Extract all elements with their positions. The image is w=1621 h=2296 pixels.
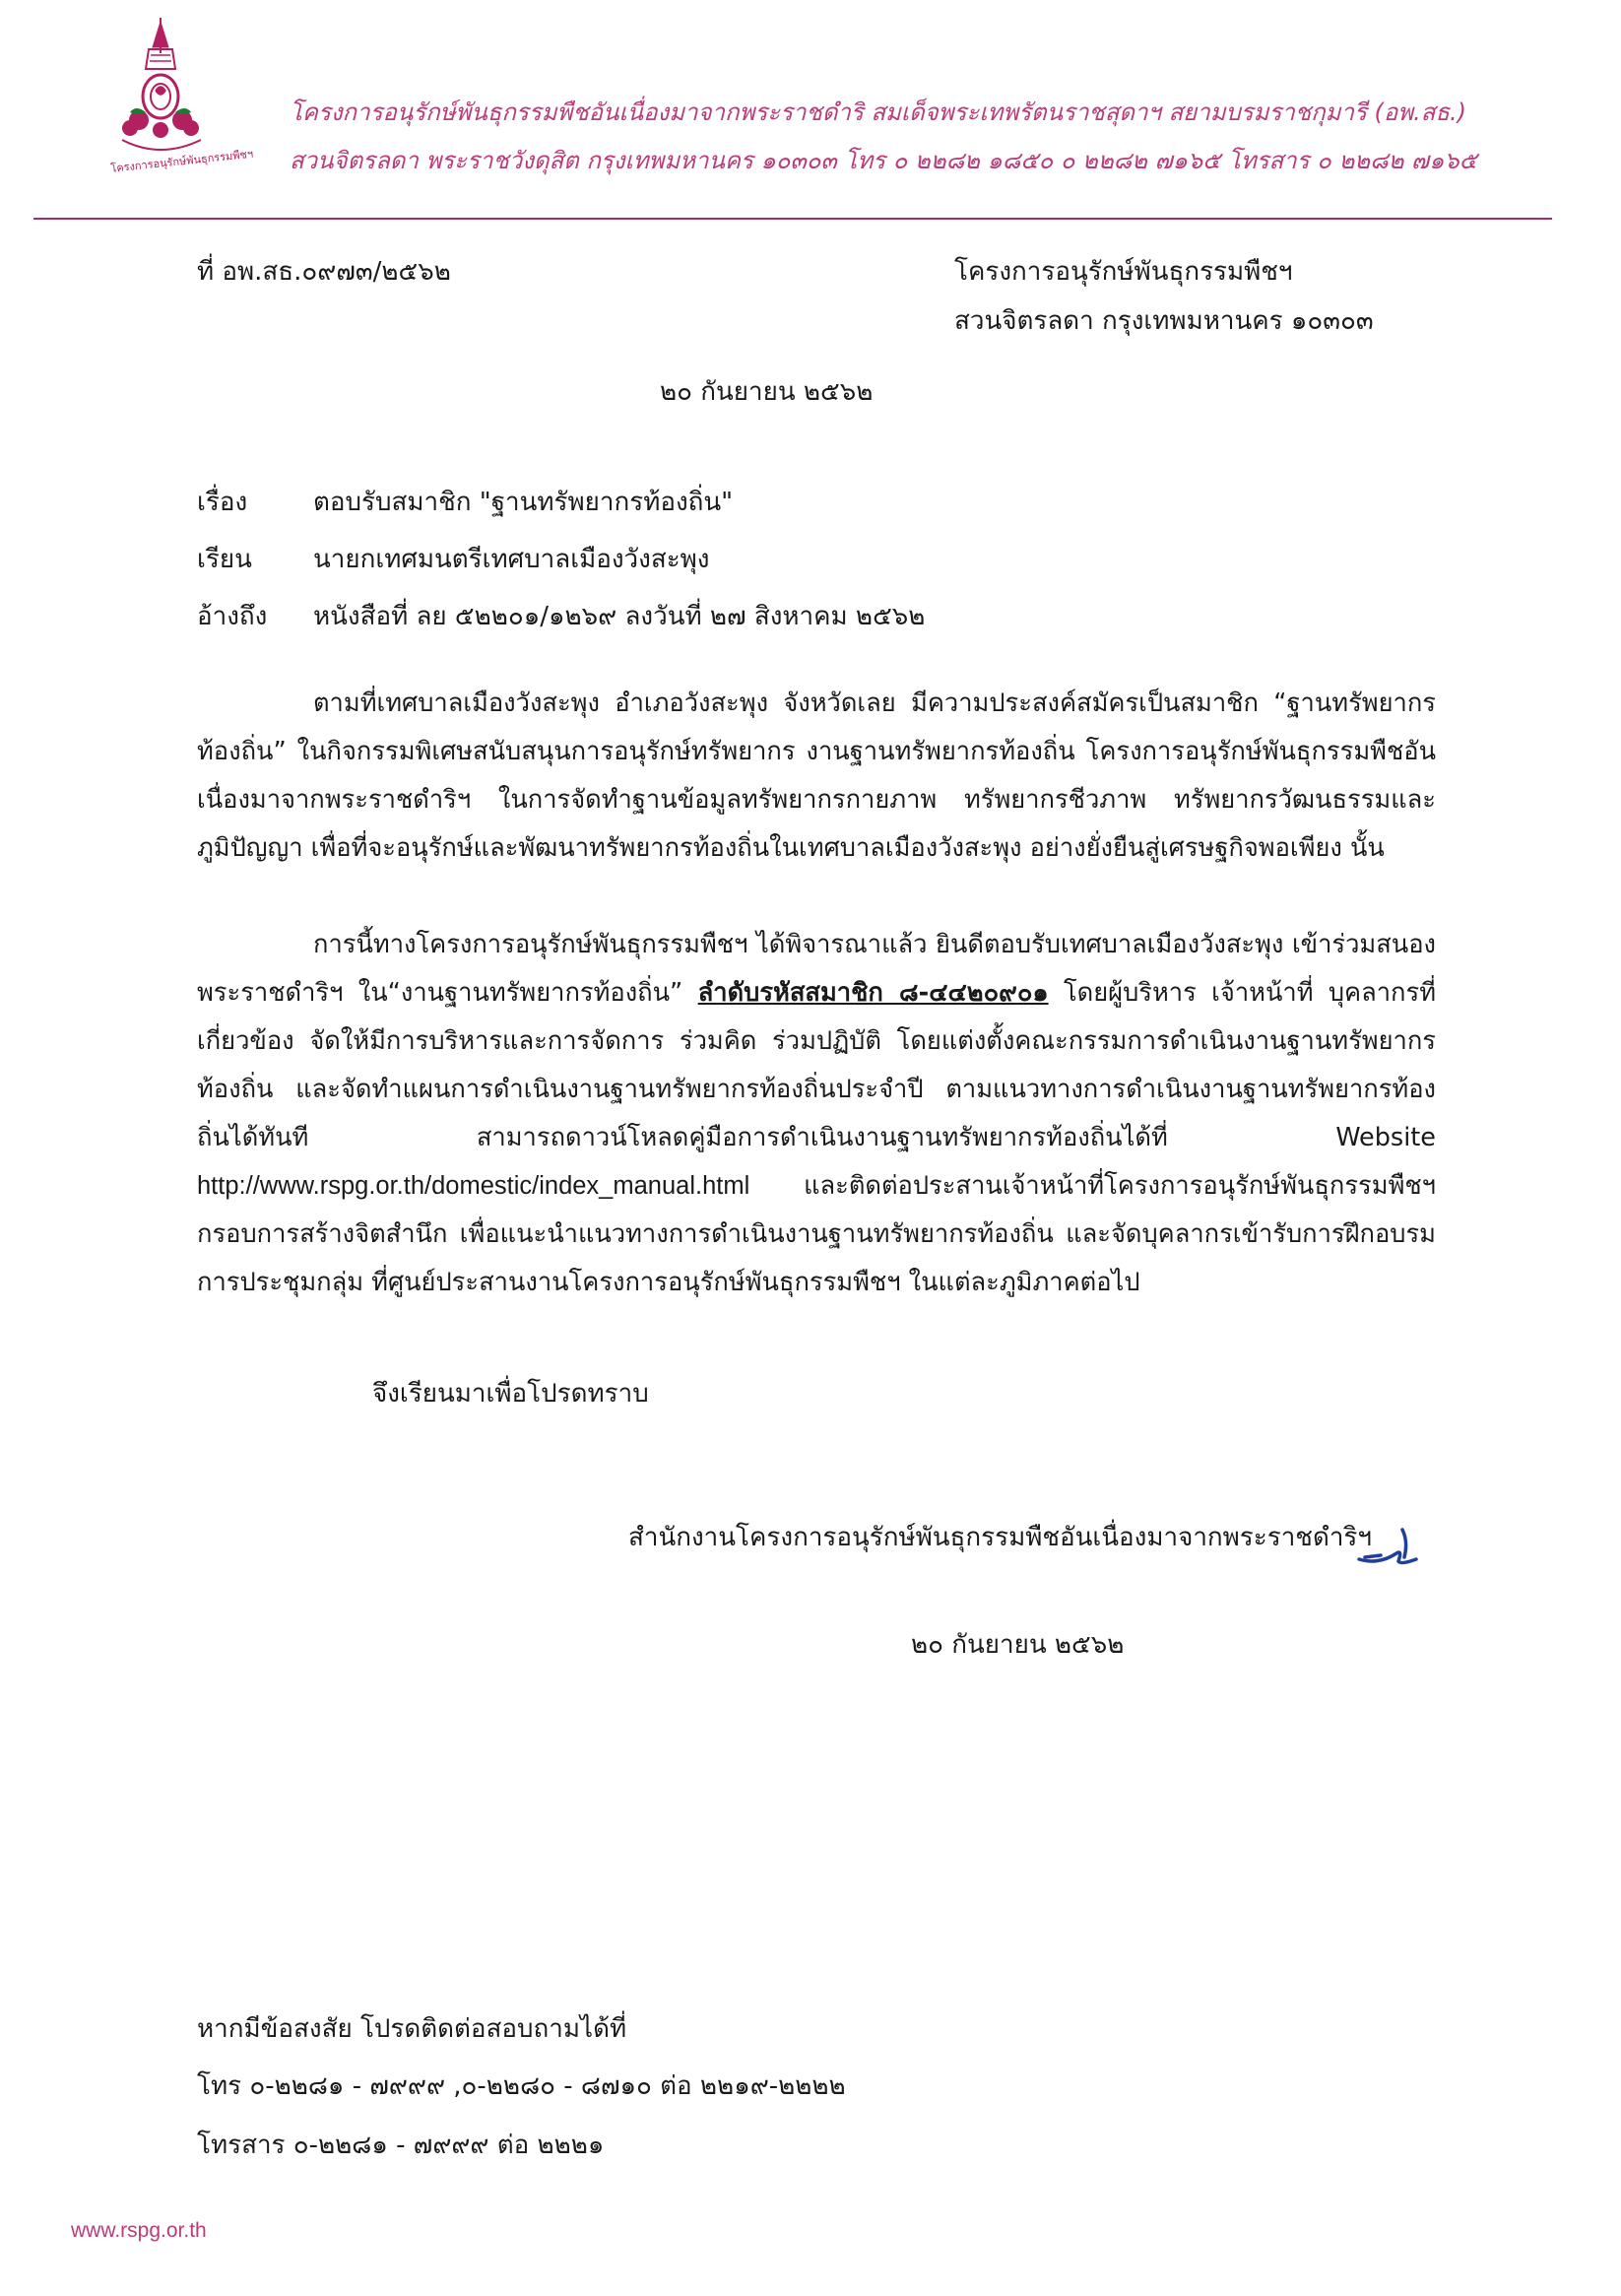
contact-heading: หากมีข้อสงสัย โปรดติดต่อสอบถามได้ที่ <box>197 2014 627 2044</box>
handwritten-signature <box>1351 1522 1430 1571</box>
letterhead-line-2: สวนจิตรลดา พระราชวังดุสิต กรุงเทพมหานคร ๑๐๓๐๓ โทร ๐ ๒๒๘๒ ๑๘๕๐ ๐ ๒๒๘๒ ๗๑๖๕ โทรสาร ๐ ๒๒๘๒ ๗๑๖๕ <box>290 147 1477 174</box>
recipient-value: นายกเทศมนตรีเทศบาลเมืองวังสะพุง <box>313 545 710 574</box>
sender-name: โครงการอนุรักษ์พันธุกรรมพืชฯ <box>954 257 1293 287</box>
body-paragraph-2 <box>197 921 1436 1307</box>
letterhead-divider <box>33 218 1552 220</box>
body-paragraph-2-end: และติดต่อประสานเจ้าหน้าที่โครงการอนุรักษ์พันธุกรรมพืชฯ กรอบการสร้างจิตสำนึก เพื่อแนะนำแนวทางการดำเนินงานฐานทรัพยากรท้องถิ่น และจัดบุคลากรเข้ารับการฝึกอบรม การประชุมกลุ่ม ที่ศูนย์ประสานงานโครงการอนุรักษ์พันธุกรรมพืชฯ ในแต่ละภูมิภาคต่อไป <box>197 1171 1436 1297</box>
contact-fax: โทรสาร ๐-๒๒๘๑ - ๗๙๙๙ ต่อ ๒๒๒๑ <box>197 2131 605 2160</box>
subject-label: เรื่อง <box>197 488 248 517</box>
signoff-date: ๒๐ กันยายน ๒๕๖๒ <box>911 1630 1125 1660</box>
reference-label: อ้างถึง <box>197 602 268 631</box>
issuing-office: สำนักงานโครงการอนุรักษ์พันธุกรรมพืชอันเนื่องมาจากพระราชดำริฯ <box>628 1523 1372 1552</box>
sender-address: สวนจิตรลดา กรุงเทพมหานคร ๑๐๓๐๓ <box>954 306 1374 336</box>
subject-value: ตอบรับสมาชิก "ฐานทรัพยากรท้องถิ่น" <box>313 488 734 517</box>
contact-telephone: โทร ๐-๒๒๘๑ - ๗๙๙๙ ,๐-๒๒๘๐ - ๘๗๑๐ ต่อ ๒๒๑๙-๒๒๒๒ <box>197 2071 846 2101</box>
manual-link[interactable]: http://www.rspg.or.th/domestic/index_manual.html <box>197 1172 750 1200</box>
body-paragraph-1 <box>197 680 1436 873</box>
letterhead-line-1: โครงการอนุรักษ์พันธุกรรมพืชอันเนื่องมาจากพระราชดำริ สมเด็จพระเทพรัตนราชสุดาฯ สยามบรมราชกุมารี (อพ.สธ.) <box>290 98 1466 126</box>
letter-date: ๒๐ กันยายน ๒๕๖๒ <box>660 377 874 407</box>
footer-website[interactable]: www.rspg.or.th <box>71 2219 207 2242</box>
closing-line: จึงเรียนมาเพื่อโปรดทราบ <box>372 1379 649 1409</box>
recipient-label: เรียน <box>197 545 252 574</box>
member-code: ลำดับรหัสสมาชิก ๘-๔๔๒๐๙๐๑ <box>697 978 1049 1008</box>
body-paragraph-1-text: ตามที่เทศบาลเมืองวังสะพุง อำเภอวังสะพุง จังหวัดเลย มีความประสงค์สมัครเป็นสมาชิก “ฐานทรัพยากรท้องถิ่น” ในกิจกรรมพิเศษสนับสนุนการอนุรักษ์ทรัพยากร งานฐานทรัพยากรท้องถิ่น โครงการอนุรักษ์พันธุกรรมพืชอันเนื่องมาจากพระราชดำริฯ ในการจัดทำฐานข้อมูลทรัพยากรกายภาพ ทรัพยากรชีวภาพ ทรัพยากรวัฒนธรรมและภูมิปัญญา เพื่อที่จะอนุรักษ์และพัฒนาทรัพยากรท้องถิ่นในเทศบาลเมืองวังสะพุง อย่างยั่งยืนสู่เศรษฐกิจพอเพียง นั้น <box>197 689 1436 863</box>
logo-caption: โครงการอนุรักษ์พันธุกรรมพืชฯ <box>109 147 254 175</box>
body-paragraph-2-intro: การนี้ทางโครงการอนุรักษ์พันธุกรรมพืชฯ ได้พิจารณาแล้ว ยินดีตอบรับเทศบาลเมืองวังสะพุง เข้าร่วมสนองพระราชดำริฯ ใน“งานฐานทรัพยากรท้องถิ่น” <box>197 930 1436 1008</box>
reference-number: ที่ อพ.สธ.๐๙๗๓/๒๕๖๒ <box>197 257 451 287</box>
body-paragraph-2-middle: โดยผู้บริหาร เจ้าหน้าที่ บุคลากรที่เกี่ยวข้อง จัดให้มีการบริหารและการจัดการ ร่วมคิด ร่วมปฏิบัติ โดยแต่งตั้งคณะกรรมการดำเนินงานฐานทรัพยากรท้องถิ่น และจัดทำแผนการดำเนินงานฐานทรัพยากรท้องถิ่นประจำปี ตามแนวทางการดำเนินงานฐานทรัพยากรท้องถิ่นได้ทันที สามารถดาวน์โหลดคู่มือการดำเนินงานฐานทรัพยากรท้องถิ่นได้ที่ Website <box>197 978 1437 1152</box>
reference-value: หนังสือที่ ลย ๕๒๒๐๑/๑๒๖๙ ลงวันที่ ๒๗ สิงหาคม ๒๕๖๒ <box>313 602 926 631</box>
